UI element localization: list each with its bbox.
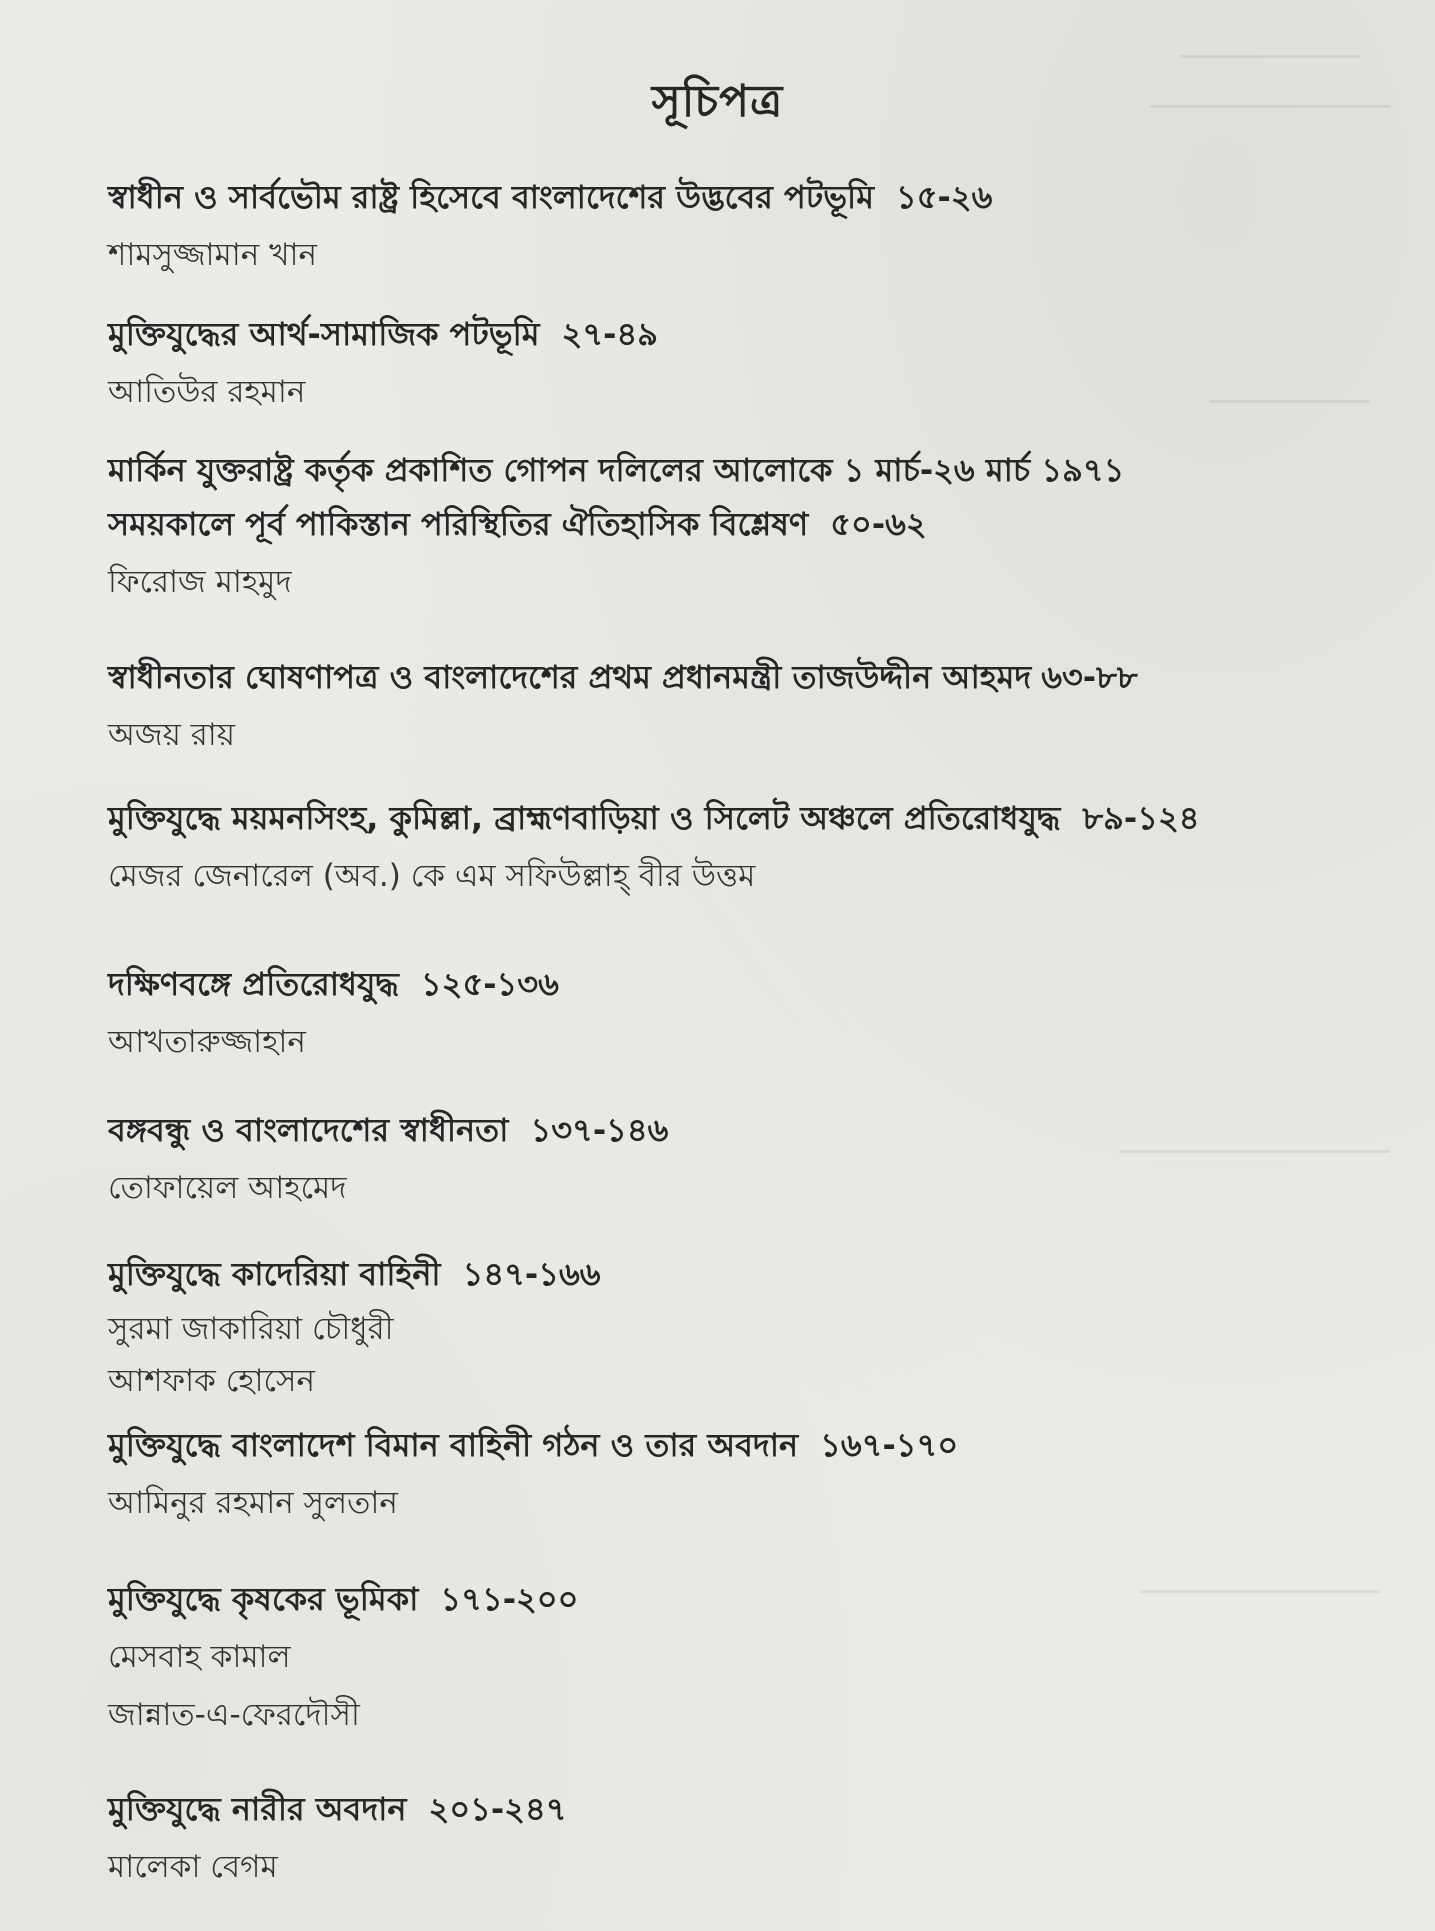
entry-title-line [108, 305, 1398, 363]
entry-pages: ১৭১-২০০ [440, 1580, 579, 1618]
entry-title: মুক্তিযুদ্ধে কাদেরিয়া বাহিনী [108, 1255, 441, 1293]
entry-pages: ২৭-৪৯ [561, 315, 658, 353]
entry-pages: ৮৯-১২৪ [1082, 799, 1200, 837]
entry-author: আখতারুজ্জাহান [108, 1024, 306, 1060]
entry-title: মুক্তিযুদ্ধে বাংলাদেশ বিমান বাহিনী গঠন ও তার অবদান [108, 1426, 799, 1464]
entry-title-line [108, 1780, 1398, 1838]
entry-pages: ১২৫-১৩৬ [420, 965, 559, 1003]
entry-title: স্বাধীন ও সার্বভৌম রাষ্ট্র হিসেবে বাংলাদেশের উদ্ভবের পটভূমি [108, 178, 874, 216]
entry-title-line [108, 168, 1398, 226]
toc-entry [108, 1101, 1398, 1217]
toc-entry [108, 789, 1398, 905]
entry-title-line [108, 1570, 1398, 1628]
toc-entry [108, 305, 1398, 421]
entry-pages: ৬৩-৮৮ [1041, 658, 1138, 696]
entry-title-line [108, 495, 1398, 553]
entry-pages: ১৪৭-১৬৬ [462, 1255, 601, 1293]
entry-author: আমিনুর রহমান সুলতান [108, 1485, 398, 1521]
entry-title: মুক্তিযুদ্ধের আর্থ-সামাজিক পটভূমি [108, 315, 540, 353]
entry-author: জান্নাত-এ-ফেরদৌসী [108, 1697, 360, 1733]
entry-pages: ১৫-২৬ [895, 178, 993, 216]
entry-title: মার্কিন যুক্তরাষ্ট্র কর্তৃক প্রকাশিত গোপন দলিলের আলোকে ১ মার্চ-২৬ মার্চ ১৯৭১ [108, 451, 1125, 489]
entry-title-line [108, 955, 1398, 1013]
entry-title: মুক্তিযুদ্ধে কৃষকের ভূমিকা [108, 1580, 419, 1618]
toc-entry [108, 168, 1398, 284]
entry-author: মালেকা বেগম [108, 1849, 278, 1885]
entry-pages: ১৬৭-১৭০ [820, 1426, 959, 1464]
toc-entry [108, 648, 1398, 764]
entry-author: মেসবাহ কামাল [108, 1639, 291, 1675]
entry-title-line [108, 789, 1398, 847]
entry-title-line [108, 648, 1398, 706]
entry-author: ফিরোজ মাহমুদ [108, 564, 292, 600]
toc-entry [108, 955, 1398, 1071]
entry-author: আশফাক হোসেন [108, 1363, 315, 1399]
entry-title: মুক্তিযুদ্ধে নারীর অবদান [108, 1790, 407, 1828]
page-title: সূচিপত্র [651, 76, 784, 127]
entry-author: শামসুজ্জামান খান [108, 237, 317, 273]
entry-author: মেজর জেনারেল (অব.) কে এম সফিউল্লাহ্ বীর উত্তম [108, 858, 756, 894]
entry-title-continued: সময়কালে পূর্ব পাকিস্তান পরিস্থিতির ঐতিহাসিক বিশ্লেষণ [108, 505, 809, 543]
entry-author: তোফায়েল আহমেদ [108, 1170, 347, 1206]
toc-entry [108, 1416, 1398, 1532]
entry-title-line [108, 1245, 1398, 1303]
toc-entry [108, 1245, 1398, 1407]
entry-title: দক্ষিণবঙ্গে প্রতিরোধযুদ্ধ [108, 965, 399, 1003]
entry-title: মুক্তিযুদ্ধে ময়মনসিংহ, কুমিল্লা, ব্রাহ্মণবাড়িয়া ও সিলেট অঞ্চলে প্রতিরোধযুদ্ধ [108, 799, 1061, 837]
toc-entry [108, 441, 1398, 611]
entry-author: সুরমা জাকারিয়া চৌধুরী [108, 1311, 394, 1347]
entry-title: স্বাধীনতার ঘোষণাপত্র ও বাংলাদেশের প্রথম প্রধানমন্ত্রী তাজউদ্দীন আহমদ [108, 658, 1032, 696]
entry-title-line [108, 1416, 1398, 1474]
bleed-through [1180, 55, 1360, 58]
entry-author: অজয় রায় [108, 717, 236, 753]
toc-entry [108, 1570, 1398, 1744]
entry-author: আতিউর রহমান [108, 374, 306, 410]
entry-pages: ৫০-৬২ [830, 505, 927, 543]
entry-title-line [108, 441, 1398, 499]
entry-pages: ১৩৭-১৪৬ [530, 1111, 669, 1149]
entry-title-line [108, 1101, 1398, 1159]
entry-pages: ২০১-২৪৭ [428, 1790, 567, 1828]
entry-title: বঙ্গবন্ধু ও বাংলাদেশের স্বাধীনতা [108, 1111, 509, 1149]
toc-entry [108, 1780, 1398, 1896]
